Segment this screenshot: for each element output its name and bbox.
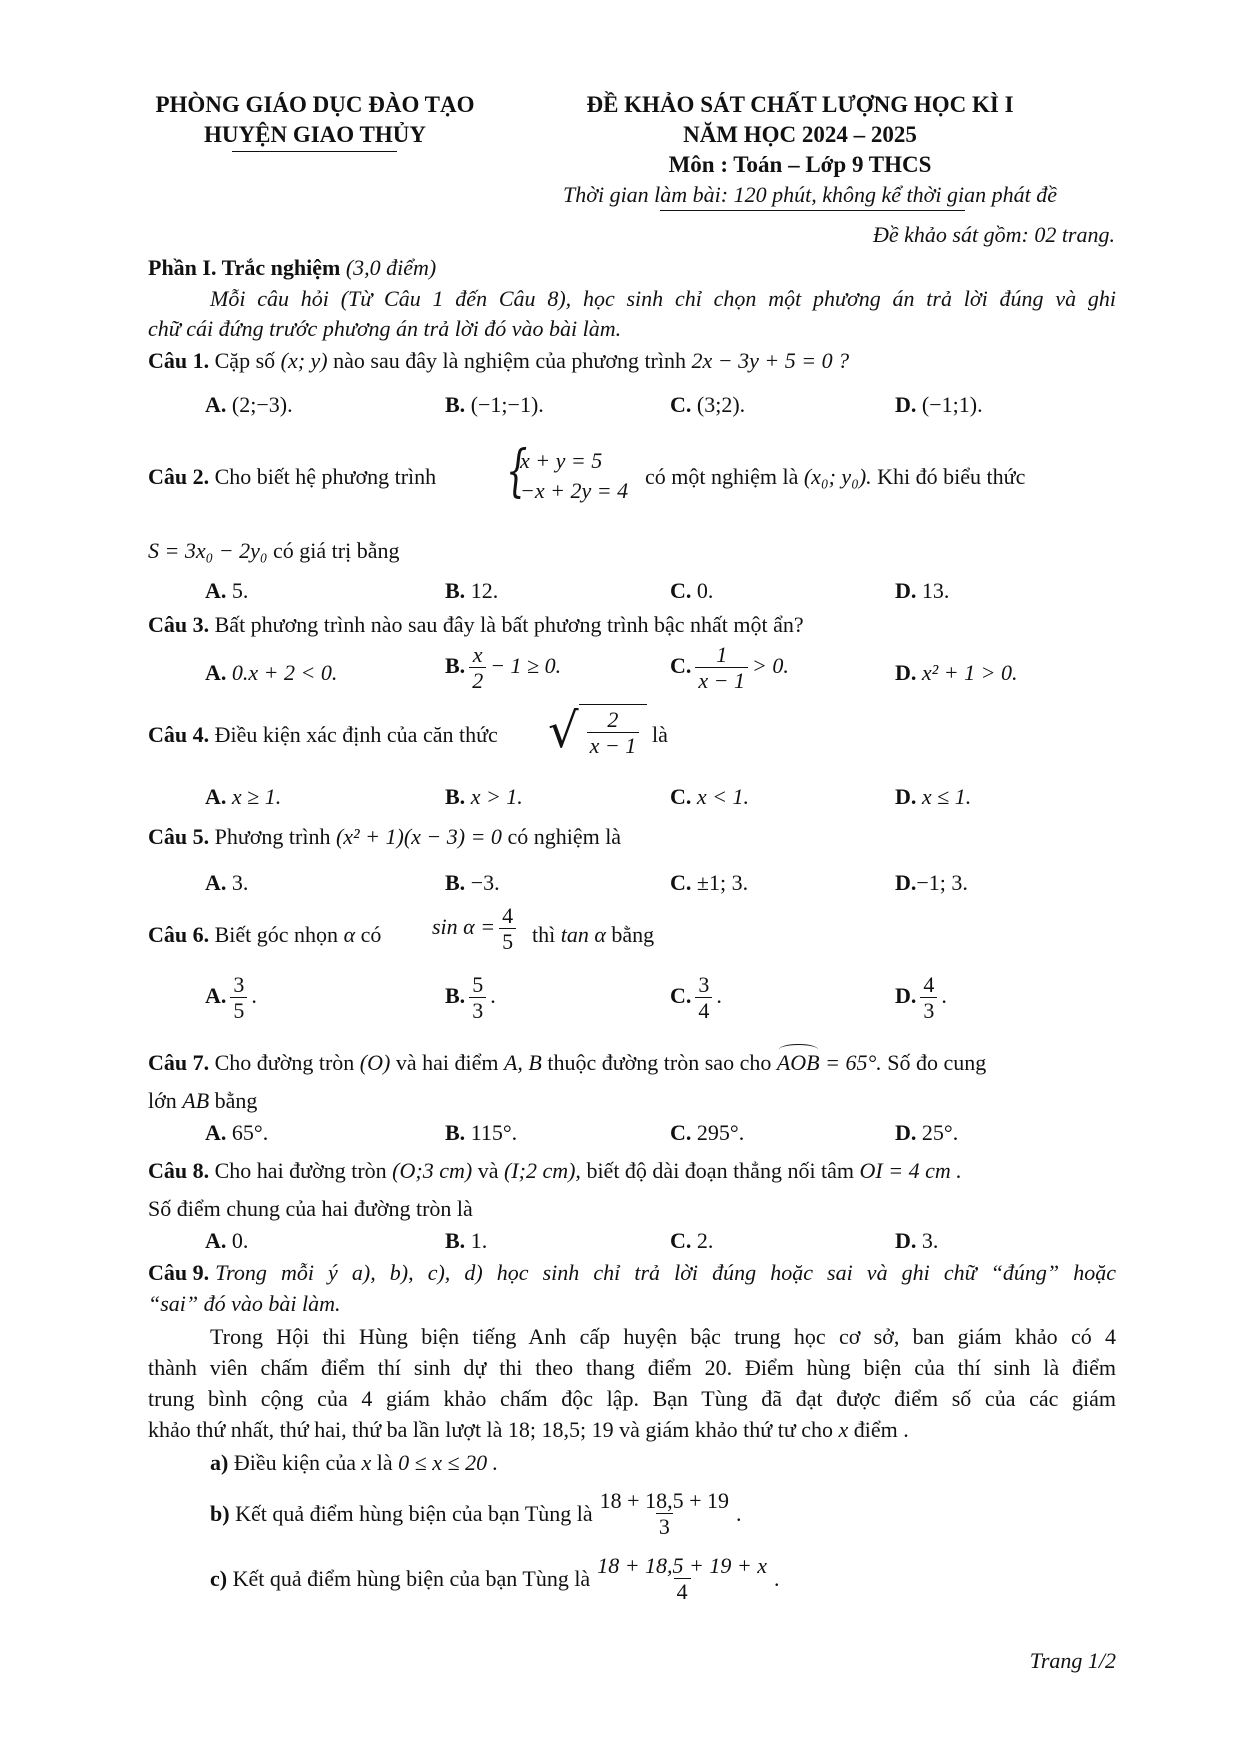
q6-tan: tan α <box>560 922 606 947</box>
q9-para-2: thành viên chấm điểm thí sinh dự thi theo thang điểm 20. Điểm hùng biện của thí sinh là điểm <box>148 1355 1116 1380</box>
q6-option-c: C. $\frac{3}{4}$ . <box>670 972 722 1024</box>
q1-pair: (x; y) <box>280 348 328 373</box>
q8-text-a: Cho hai đường tròn <box>214 1158 387 1183</box>
q2-text-d: có giá trị bằng <box>273 538 400 563</box>
q5-option-b: B. −3. <box>445 870 500 895</box>
q9-item-b: b) Kết quả điểm hùng biện của bạn Tùng là $\frac{18 + 18,5 + 19}{3}$ . <box>210 1488 742 1540</box>
q4-stem-a <box>148 722 498 748</box>
q9-item-a: a) Điều kiện của x là 0 ≤ x ≤ 20 . <box>210 1450 499 1475</box>
q1-option-d: D. (−1;1). <box>895 392 983 417</box>
q7-text-a: Cho đường tròn <box>214 1050 355 1075</box>
q6-stem <box>148 922 381 948</box>
q8-stem <box>148 1158 962 1184</box>
q8-option-c: C. 2. <box>670 1228 714 1253</box>
q1-stem <box>148 348 849 374</box>
q9-para-1: Trong Hội thi Hùng biện tiếng Anh cấp huyện bậc trung học cơ sở, ban giám khảo có 4 <box>210 1324 1116 1349</box>
q6-sin: sin α = $\frac{4}{5}$ <box>432 903 520 955</box>
q5-tail: có nghiệm là <box>507 824 622 849</box>
q3-option-c: C. $\frac{1}{x - 1}$ > 0. <box>670 642 789 694</box>
q7-option-a: A. 65°. <box>205 1120 269 1145</box>
q8-circle-2: (I;2 cm), <box>503 1158 581 1183</box>
q7-arc: AOB <box>776 1050 820 1075</box>
part1-instr-2: chữ cái đứng trước phương án trả lời đó vào bài làm. <box>148 316 622 341</box>
q7-stem <box>148 1050 986 1076</box>
q2-text-right <box>645 464 1025 490</box>
subject: Môn : Toán – Lớp 9 THCS <box>668 152 932 177</box>
q6-text-d: bằng <box>611 922 655 947</box>
q7-text-c: thuộc đường tròn sao cho <box>547 1050 772 1075</box>
q7-text-b: và hai điểm <box>395 1050 499 1075</box>
q4-tail: là <box>652 722 668 747</box>
q5-label: Câu 5. <box>148 824 210 849</box>
q5-option-d: D.−1; 3. <box>895 870 968 895</box>
q2-option-b: B. 12. <box>445 578 499 603</box>
q7-option-c: C. 295°. <box>670 1120 745 1145</box>
q9-instr-1 <box>148 1260 1116 1286</box>
q2-line2 <box>148 538 400 564</box>
time-limit: Thời gian làm bài: 120 phút, không kể thời gian phát đề <box>562 182 1057 207</box>
q9-instr-text: Trong mỗi ý a), b), c), d) học sinh chỉ trả lời đúng hoặc sai và ghi chữ “đúng” hoặc <box>215 1260 1116 1285</box>
q2-option-a: A. 5. <box>205 578 249 603</box>
dept-name: PHÒNG GIÁO DỤC ĐÀO TẠO <box>155 92 475 117</box>
q3-option-a: A. 0.x + 2 < 0. <box>205 660 338 685</box>
q1-option-a: A. (2;−3). <box>205 392 293 417</box>
q7-angle: = 65°. <box>825 1050 882 1075</box>
q8-option-b: B. 1. <box>445 1228 488 1253</box>
q2-label: Câu 2. <box>148 464 210 489</box>
q6-label: Câu 6. <box>148 922 210 947</box>
q1-text-a: Cặp số <box>214 348 276 373</box>
q8-distance: OI = 4 cm . <box>859 1158 962 1183</box>
q2-option-c: C. 0. <box>670 578 714 603</box>
q2-sys-eq2: −x + 2y = 4 <box>520 477 629 503</box>
q6-option-d: D. $\frac{4}{3}$ . <box>895 972 947 1024</box>
q1-equation: 2x − 3y + 5 = 0 ? <box>691 348 850 373</box>
q2-text-c: Khi đó biểu thức <box>877 464 1026 489</box>
q3-option-b: B. $\frac{x}{2}$ − 1 ≥ 0. <box>445 642 562 694</box>
q6-option-a: A. $\frac{3}{5}$ . <box>205 972 257 1024</box>
q4-option-d: D. x ≤ 1. <box>895 784 972 809</box>
header-underline-right <box>660 210 965 211</box>
q3-text: Bất phương trình nào sau đây là bất phương trình bậc nhất một ẩn? <box>214 612 804 637</box>
q9-instr-2: “sai” đó vào bài làm. <box>148 1291 341 1316</box>
q2-text-b: có một nghiệm là <box>645 464 799 489</box>
q4-radical: √ $\frac{2}{x - 1}$ <box>548 704 647 759</box>
q1-label: Câu 1. <box>148 348 210 373</box>
q2-text-a: Cho biết hệ phương trình <box>214 464 437 489</box>
q5-equation: (x² + 1)(x − 3) = 0 <box>335 824 502 849</box>
q6-tail <box>532 922 654 948</box>
q4-label: Câu 4. <box>148 722 210 747</box>
q2-option-d: D. 13. <box>895 578 950 603</box>
q9-item-c: c) Kết quả điểm hùng biện của bạn Tùng là $\frac{18 + 18,5 + 19 + x}{4}$ . <box>210 1553 780 1605</box>
q9-label: Câu 9. <box>148 1260 210 1285</box>
part1-points: (3,0 điểm) <box>345 255 437 280</box>
district-name: HUYỆN GIAO THỦY <box>204 122 426 147</box>
q8-circle-1: (O;3 cm) <box>392 1158 473 1183</box>
q8-text-b: và <box>477 1158 499 1183</box>
pages-note: Đề khảo sát gồm: 02 trang. <box>873 222 1115 247</box>
q1-option-b: B. (−1;−1). <box>445 392 544 417</box>
q5-stem <box>148 824 621 850</box>
q7-circle: (O) <box>359 1050 391 1075</box>
q8-option-d: D. 3. <box>895 1228 939 1253</box>
q6-option-b: B. $\frac{5}{3}$ . <box>445 972 496 1024</box>
q6-text-a: Biết góc nhọn <box>214 922 339 947</box>
q3-stem <box>148 612 804 638</box>
exam-title: ĐỀ KHẢO SÁT CHẤT LƯỢNG HỌC KÌ I <box>586 92 1014 117</box>
q5-option-a: A. 3. <box>205 870 249 895</box>
q7-option-b: B. 115°. <box>445 1120 518 1145</box>
q9-para-4: khảo thứ nhất, thứ hai, thứ ba lần lượt là 18; 18,5; 19 và giám khảo thứ tư cho x điểm . <box>148 1417 909 1442</box>
header-underline-left <box>232 151 397 152</box>
part1-instr-1: Mỗi câu hỏi (Từ Câu 1 đến Câu 8), học sinh chỉ chọn một phương án trả lời đúng và ghi <box>210 286 1116 311</box>
q3-label: Câu 3. <box>148 612 210 637</box>
q8-label: Câu 8. <box>148 1158 210 1183</box>
part1-title: Phần I. Trắc nghiệm <box>148 255 341 280</box>
q6-text-c: thì <box>532 922 556 947</box>
q5-option-c: C. ±1; 3. <box>670 870 749 895</box>
q4-option-b: B. x > 1. <box>445 784 523 809</box>
q2-label-line <box>148 464 436 490</box>
q2-system: { x + y = 5 −x + 2y = 4 <box>506 439 629 504</box>
q9-para-3: trung bình cộng của 4 giám khảo chấm độc lập. Bạn Tùng đã đạt được điểm số của các giám <box>148 1386 1116 1411</box>
q6-alpha: α <box>343 922 356 947</box>
q1-option-c: C. (3;2). <box>670 392 746 417</box>
q2-solution: (x₀; y₀). <box>803 464 872 489</box>
q7-option-d: D. 25°. <box>895 1120 959 1145</box>
q6-text-b: có <box>360 922 382 947</box>
school-year: NĂM HỌC 2024 – 2025 <box>683 122 917 147</box>
q4-option-a: A. x ≥ 1. <box>205 784 282 809</box>
q5-text: Phương trình <box>214 824 331 849</box>
q7-label: Câu 7. <box>148 1050 210 1075</box>
q2-sys-eq1: x + y = 5 <box>520 448 603 473</box>
q4-option-c: C. x < 1. <box>670 784 750 809</box>
page-number: Trang 1/2 <box>1029 1648 1116 1673</box>
q1-text-b: nào sau đây là nghiệm của phương trình <box>333 348 686 373</box>
q8-line2: Số điểm chung của hai đường tròn là <box>148 1196 473 1221</box>
q2-expression: S = 3x₀ − 2y₀ <box>148 538 268 563</box>
q3-option-d: D. x² + 1 > 0. <box>895 660 1018 685</box>
q7-points: A, B <box>503 1050 542 1075</box>
q4-text: Điều kiện xác định của căn thức <box>214 722 498 747</box>
q7-text-d: Số đo cung <box>887 1050 987 1075</box>
q8-text-c: biết độ dài đoạn thẳng nối tâm <box>586 1158 855 1183</box>
q8-option-a: A. 0. <box>205 1228 249 1253</box>
q7-line2: lớn AB bằng <box>148 1088 258 1113</box>
part1-heading <box>148 255 436 281</box>
